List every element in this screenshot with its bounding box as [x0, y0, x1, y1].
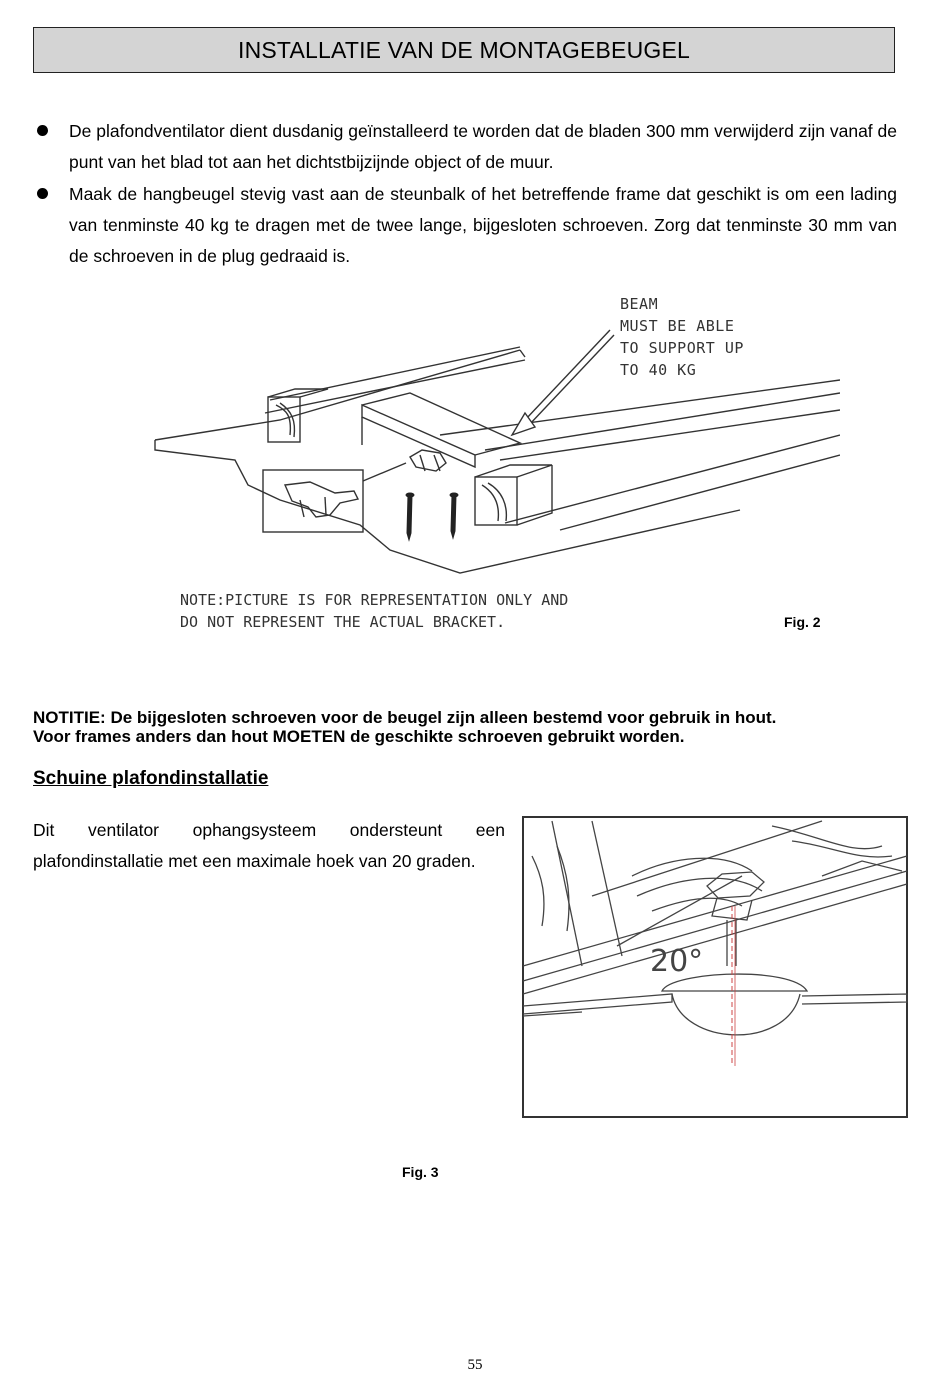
section-title: Schuine plafondinstallatie: [33, 768, 269, 789]
figure-3-label: Fig. 3: [402, 1164, 439, 1180]
screws-note-line-1: NOTITIE: De bijgesloten schroeven voor de beugel zijn alleen bestemd voor gebruik in hout.: [33, 708, 777, 727]
beam-note-line-4: TO 40 KG: [620, 361, 697, 379]
bullet-dot: [37, 125, 48, 136]
page-number: 55: [467, 1357, 483, 1373]
section-text: Dit ventilator ophangsysteem ondersteunt een plafondinstallatie met een maximale hoek van 20 graden.: [33, 820, 505, 871]
page-title-box: [33, 27, 895, 73]
page-title: INSTALLATIE VAN DE MONTAGEBEUGEL: [237, 36, 690, 63]
representation-note-line-1: NOTE:PICTURE IS FOR REPRESENTATION ONLY AND: [180, 591, 569, 609]
angle-label: 20°: [650, 944, 704, 979]
figure-2-label: Fig. 2: [784, 614, 821, 630]
beam-note-line-3: TO SUPPORT UP: [620, 339, 744, 357]
bullet-text-1: De plafondventilator dient dusdanig geïnstalleerd te worden dat de bladen 300 mm verwijderd zijn vanaf de punt van het blad tot aan het dichtstbijzijnde object of de muur.: [69, 121, 897, 172]
screws-note: [33, 708, 913, 746]
beam-note-line-2: MUST BE ABLE: [620, 317, 735, 335]
bullet-text-2: Maak de hangbeugel stevig vast aan de steunbalk of het betreffende frame dat geschikt is om een lading van tenminste 40 kg te dragen met de twee lange, bijgesloten schroeven. Zorg dat tenminste 30 mm van de schroeven in de plug gedraaid is.: [69, 184, 897, 266]
bullet-dot: [37, 188, 48, 199]
beam-note-line-1: BEAM: [620, 295, 659, 313]
screws-note-line-2: Voor frames anders dan hout MOETEN de geschikte schroeven gebruikt worden.: [33, 727, 685, 746]
representation-note-line-2: DO NOT REPRESENT THE ACTUAL BRACKET.: [180, 613, 506, 631]
figure-3-illustration: [522, 816, 908, 1118]
figure-2-illustration: [140, 285, 840, 645]
